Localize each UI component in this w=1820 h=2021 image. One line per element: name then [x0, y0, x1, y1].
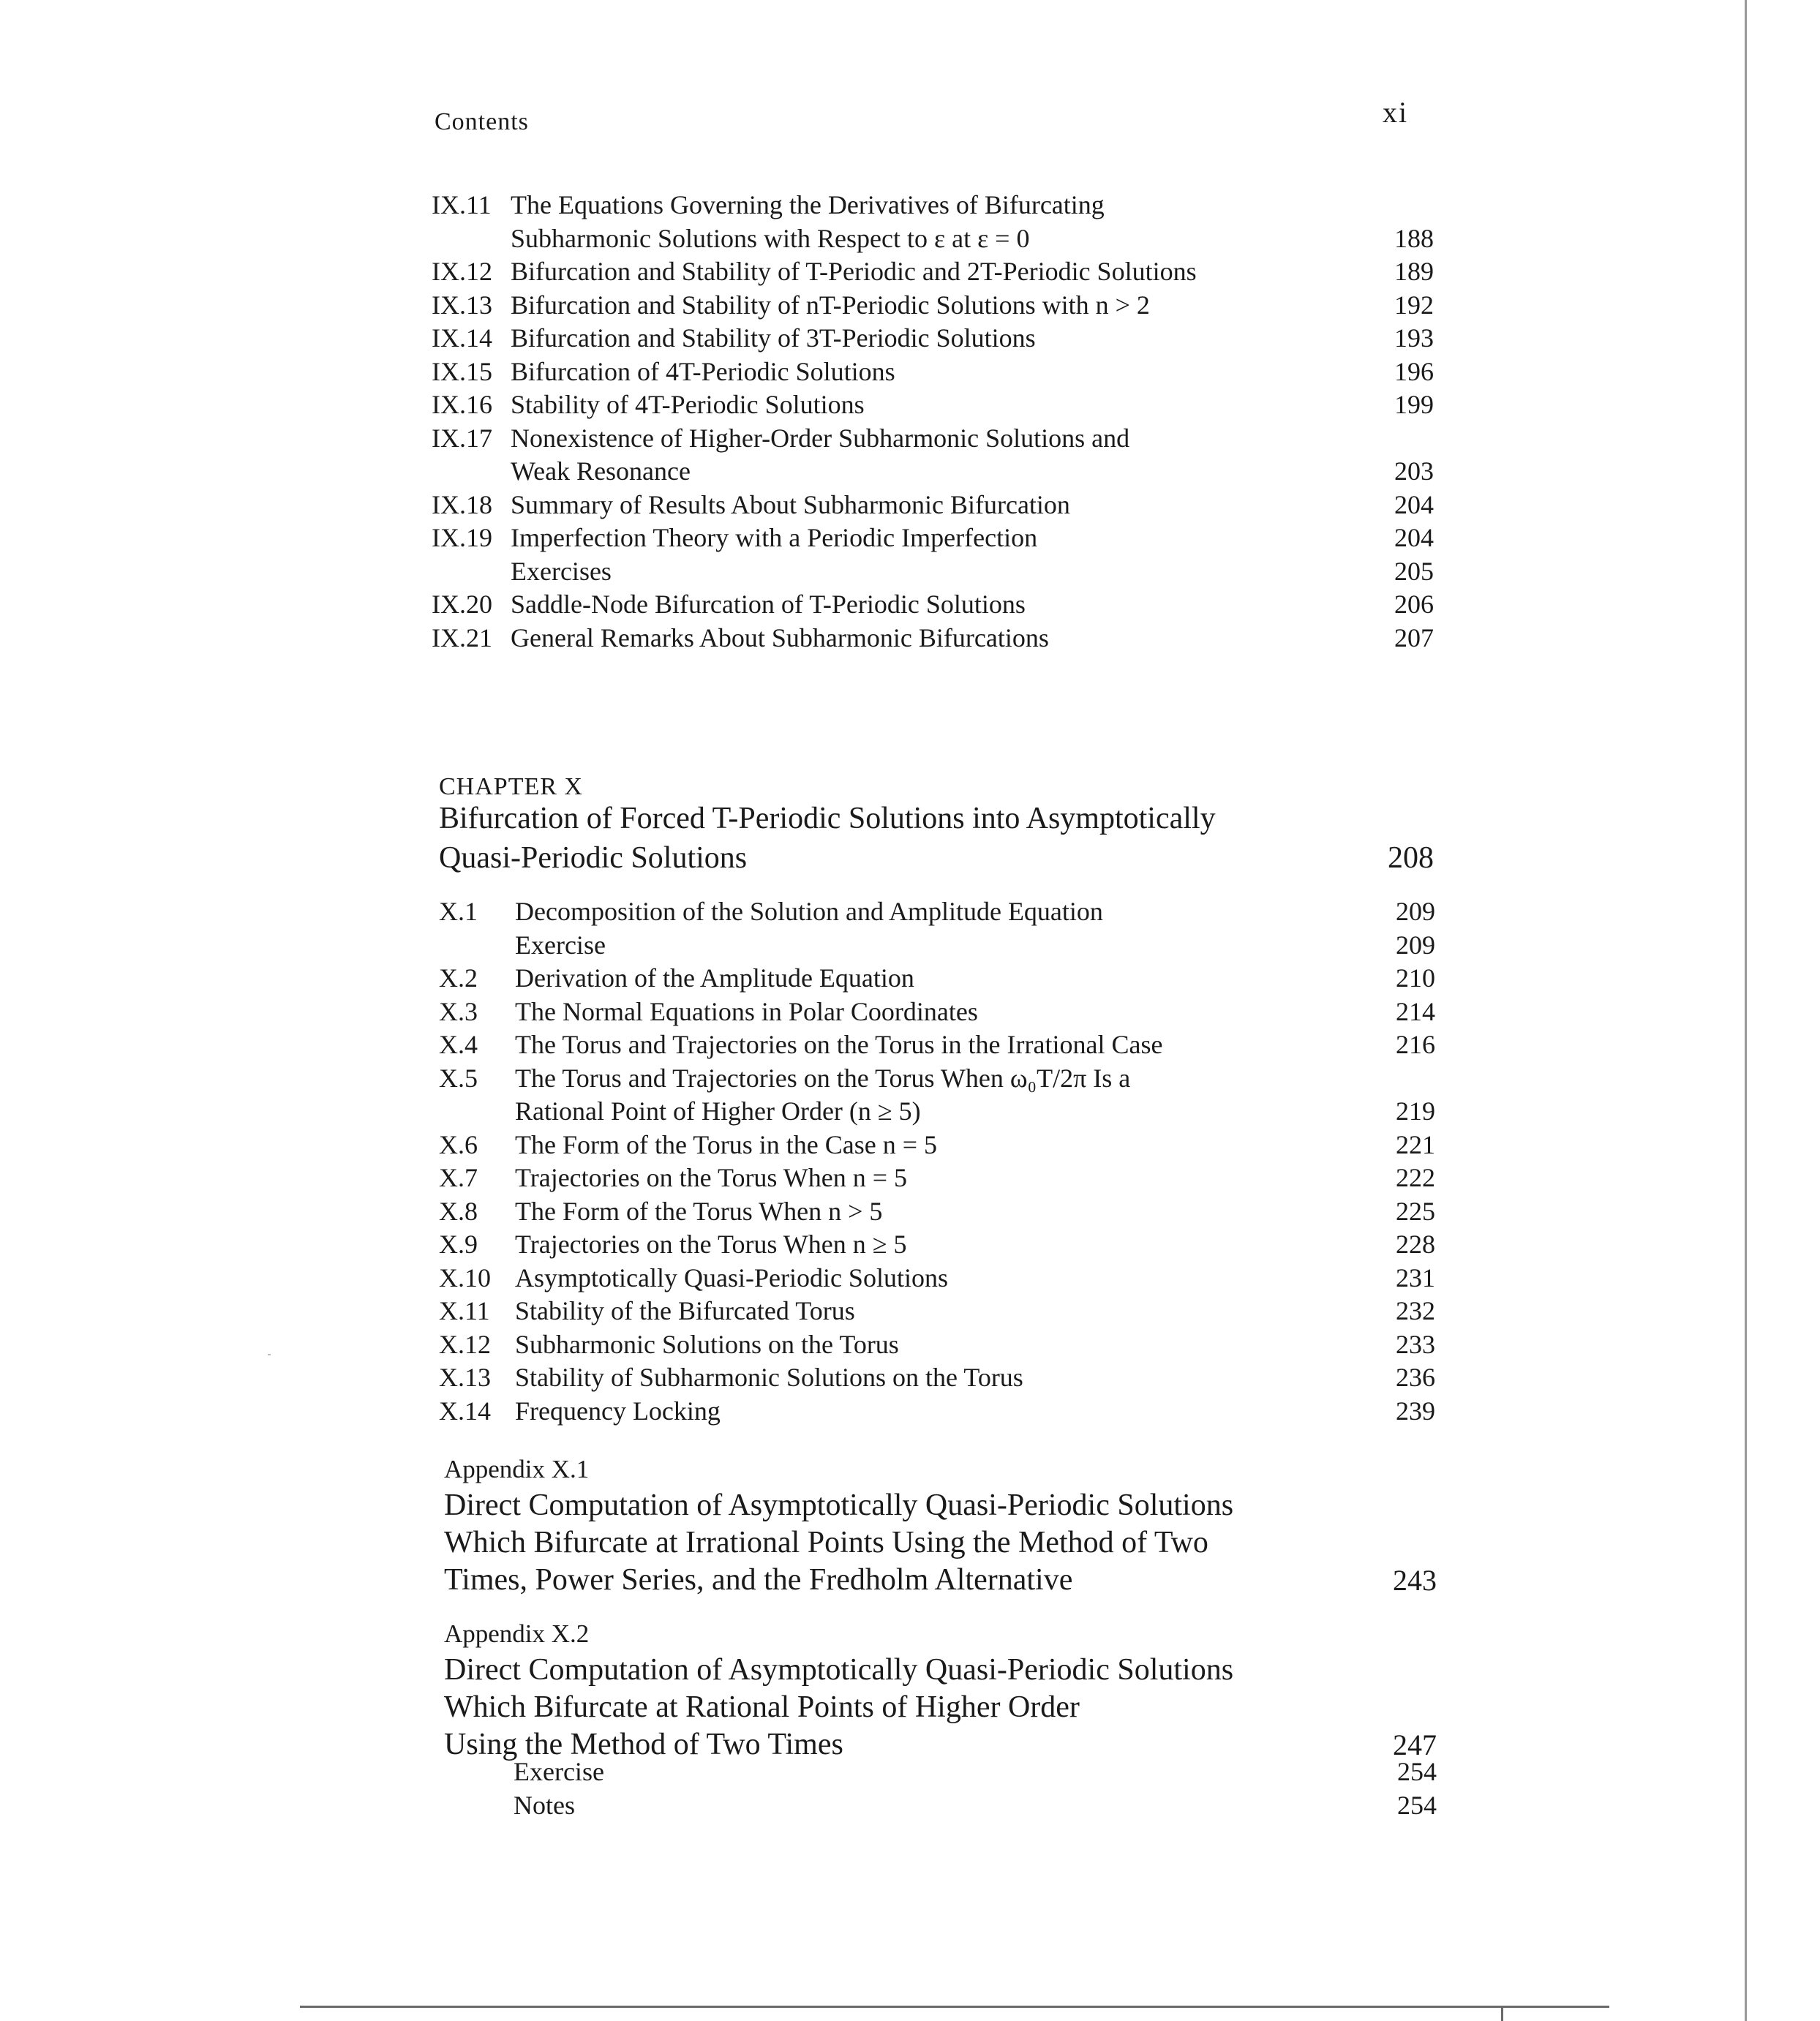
chapter-title — [439, 799, 1434, 878]
toc-entry — [432, 522, 1434, 555]
toc-entry-number: X.12 — [439, 1329, 491, 1359]
toc-entry-number: X.13 — [439, 1363, 491, 1392]
toc-entry-title: Exercise — [514, 1757, 604, 1786]
toc-entry-page: 206 — [1394, 590, 1434, 619]
toc-entry-page: 254 — [1397, 1757, 1437, 1786]
toc-entry — [432, 555, 1434, 589]
toc-entry — [439, 1228, 1435, 1262]
toc-entry-page: 232 — [1396, 1296, 1435, 1325]
appendix-label: Appendix X.1 — [444, 1455, 590, 1483]
toc-entry-title: The Torus and Trajectories on the Torus in the Irrational Case — [515, 1030, 1163, 1059]
running-head: Contents — [435, 108, 529, 135]
toc-entry — [432, 289, 1434, 323]
toc-entry-title: Stability of 4T-Periodic Solutions — [511, 390, 865, 419]
appendix-title-line: Direct Computation of Asymptotically Quasi-Periodic Solutions — [444, 1653, 1234, 1687]
toc-entry-number: IX.11 — [432, 190, 492, 219]
toc-section-x — [439, 895, 1435, 1428]
toc-entry-page: 209 — [1396, 897, 1435, 926]
toc-entry-title: Weak Resonance — [511, 456, 691, 486]
appendix-title-line: Times, Power Series, and the Fredholm Alternative — [444, 1563, 1073, 1597]
toc-entry-page: 219 — [1396, 1096, 1435, 1126]
toc-entry-number: IX.17 — [432, 423, 492, 453]
toc-entry-title: Bifurcation and Stability of T-Periodic and 2T-Periodic Solutions — [511, 257, 1197, 286]
toc-entry-title: Saddle-Node Bifurcation of T-Periodic Solutions — [511, 590, 1026, 619]
toc-entry-number: X.7 — [439, 1163, 478, 1192]
toc-entry-page: 205 — [1394, 556, 1434, 586]
toc-entry — [432, 622, 1434, 655]
toc-entry-title: Subharmonic Solutions with Respect to ε at ε = 0 — [511, 223, 1030, 253]
toc-entry-page: 228 — [1396, 1230, 1435, 1259]
toc-entry — [444, 1755, 1437, 1789]
chapter-title-line: Quasi-Periodic Solutions — [439, 841, 748, 875]
toc-entry-page: 196 — [1394, 356, 1434, 386]
toc-entry — [432, 322, 1434, 355]
toc-entry — [432, 455, 1434, 489]
toc-entry-title: Notes — [514, 1790, 575, 1820]
toc-entry-page: 207 — [1394, 622, 1434, 652]
toc-entry-title: General Remarks About Subharmonic Bifurcations — [511, 622, 1049, 652]
scan-edge-tick — [1501, 2006, 1503, 2021]
toc-entry-number: X.6 — [439, 1129, 478, 1159]
toc-entry-page: 222 — [1396, 1163, 1435, 1192]
appendix-title-line: Direct Computation of Asymptotically Quasi-Periodic Solutions — [444, 1489, 1234, 1522]
toc-entry-page: 189 — [1394, 257, 1434, 286]
toc-entry-page: 193 — [1394, 323, 1434, 353]
appendix-title-line: Which Bifurcate at Irrational Points Using the Method of Two — [444, 1526, 1208, 1559]
toc-entry-page: 204 — [1394, 489, 1434, 519]
toc-entry-page: 236 — [1396, 1363, 1435, 1392]
toc-entry-number: IX.12 — [432, 257, 492, 286]
toc-entry-number: IX.20 — [432, 590, 492, 619]
appendix-title — [444, 1652, 1437, 1764]
toc-entry-number: IX.14 — [432, 323, 492, 353]
toc-entry-number: X.3 — [439, 996, 478, 1026]
toc-entry-title: Frequency Locking — [515, 1396, 721, 1426]
toc-section-ix — [432, 189, 1434, 655]
toc-entry-title: Derivation of the Amplitude Equation — [515, 963, 914, 993]
toc-entry-title: Decomposition of the Solution and Amplitude Equation — [515, 897, 1103, 926]
toc-entry-title: Nonexistence of Higher-Order Subharmonic Solutions and — [511, 423, 1130, 453]
toc-entry-title: Stability of Subharmonic Solutions on the Torus — [515, 1363, 1023, 1392]
page-folio: xi — [1383, 96, 1409, 129]
toc-entry-number: IX.19 — [432, 523, 492, 552]
toc-entry-title: Trajectories on the Torus When n ≥ 5 — [515, 1230, 907, 1259]
scan-speck — [268, 1354, 271, 1355]
toc-entry-number: IX.15 — [432, 356, 492, 386]
chapter-title-line: Bifurcation of Forced T-Periodic Solutions into Asymptotically — [439, 802, 1216, 835]
toc-entry-number: X.9 — [439, 1230, 478, 1259]
toc-entry-number: X.4 — [439, 1030, 478, 1059]
toc-entry — [444, 1789, 1437, 1823]
toc-entry-page: 210 — [1396, 963, 1435, 993]
appendix-title-line: Using the Method of Two Times — [444, 1728, 843, 1761]
toc-entry-title: Imperfection Theory with a Periodic Imperfection — [511, 523, 1038, 552]
toc-entry-title: Bifurcation and Stability of nT-Periodic Solutions with n > 2 — [511, 290, 1150, 320]
toc-entry-title: Bifurcation of 4T-Periodic Solutions — [511, 356, 895, 386]
toc-entry — [439, 1395, 1435, 1429]
toc-entry — [439, 996, 1435, 1029]
chapter-label: CHAPTER X — [439, 773, 583, 800]
toc-entry — [439, 1295, 1435, 1328]
toc-entry — [439, 1328, 1435, 1362]
scan-edge-right — [1745, 0, 1747, 2021]
toc-entry-page: 204 — [1394, 523, 1434, 552]
toc-entry-page: 209 — [1396, 930, 1435, 960]
toc-entry-number: IX.13 — [432, 290, 492, 320]
toc-entry — [432, 489, 1434, 522]
toc-entry-number: IX.16 — [432, 390, 492, 419]
toc-entry — [439, 1361, 1435, 1395]
toc-entry — [432, 355, 1434, 389]
toc-entry-number: IX.18 — [432, 489, 492, 519]
toc-entry — [432, 189, 1434, 222]
toc-entry — [439, 1062, 1435, 1096]
toc-entry-title: The Equations Governing the Derivatives of Bifurcating — [511, 190, 1105, 219]
appendix-title-line: Which Bifurcate at Rational Points of Higher Order — [444, 1690, 1080, 1724]
scan-edge-bottom — [300, 2006, 1609, 2008]
toc-entry-page: 216 — [1396, 1030, 1435, 1059]
toc-entry-title: Exercises — [511, 556, 612, 586]
toc-entry-page: 203 — [1394, 456, 1434, 486]
toc-entry-page: 225 — [1396, 1196, 1435, 1226]
toc-entry — [439, 1162, 1435, 1195]
toc-entry-title: Stability of the Bifurcated Torus — [515, 1296, 855, 1325]
toc-entry-title: Rational Point of Higher Order (n ≥ 5) — [515, 1096, 921, 1126]
toc-entry-number: IX.21 — [432, 622, 492, 652]
appendix-x2 — [444, 1617, 1437, 1764]
appendix-page-number: 243 — [1393, 1564, 1437, 1597]
toc-entry-number: X.11 — [439, 1296, 490, 1325]
toc-entry — [432, 222, 1434, 256]
toc-entry-title: The Form of the Torus in the Case n = 5 — [515, 1129, 938, 1159]
toc-entry-page: 233 — [1396, 1329, 1435, 1359]
appendix-label: Appendix X.2 — [444, 1619, 590, 1648]
toc-entry-page: 239 — [1396, 1396, 1435, 1426]
toc-entry-title: Subharmonic Solutions on the Torus — [515, 1329, 899, 1359]
toc-entry-page: 214 — [1396, 996, 1435, 1026]
toc-entry-page: 231 — [1396, 1262, 1435, 1292]
toc-entry-title: Summary of Results About Subharmonic Bifurcation — [511, 489, 1070, 519]
toc-entry-number: X.8 — [439, 1196, 478, 1226]
toc-entry-number: X.2 — [439, 963, 478, 993]
toc-entry-title: Exercise — [515, 930, 606, 960]
toc-entry-title: Asymptotically Quasi-Periodic Solutions — [515, 1262, 948, 1292]
toc-entry-number: X.10 — [439, 1262, 491, 1292]
toc-entry-title: The Form of the Torus When n > 5 — [515, 1196, 883, 1226]
toc-entry-page: 221 — [1396, 1129, 1435, 1159]
toc-entry — [439, 1195, 1435, 1229]
toc-entry-title: The Torus and Trajectories on the Torus When ω₀T/2π Is a — [515, 1063, 1131, 1093]
toc-entry-page: 254 — [1397, 1790, 1437, 1820]
toc-entry-page: 199 — [1394, 390, 1434, 419]
toc-entry — [439, 1129, 1435, 1162]
toc-entry — [432, 388, 1434, 422]
toc-entry — [439, 929, 1435, 963]
appendix-x1 — [444, 1452, 1437, 1599]
toc-entry-title: The Normal Equations in Polar Coordinates — [515, 996, 978, 1026]
toc-entry — [432, 255, 1434, 289]
appendix-title — [444, 1487, 1437, 1599]
toc-tail-entries — [444, 1755, 1437, 1822]
toc-entry-page: 192 — [1394, 290, 1434, 320]
toc-entry-number: X.1 — [439, 897, 478, 926]
toc-entry — [432, 422, 1434, 456]
toc-entry — [439, 895, 1435, 929]
toc-entry — [439, 1095, 1435, 1129]
toc-entry-title: Trajectories on the Torus When n = 5 — [515, 1163, 908, 1192]
toc-entry — [439, 1028, 1435, 1062]
toc-entry-number: X.14 — [439, 1396, 491, 1426]
toc-entry-title: Bifurcation and Stability of 3T-Periodic Solutions — [511, 323, 1036, 353]
toc-entry-number: X.5 — [439, 1063, 478, 1093]
appendix-page-number: 247 — [1393, 1728, 1437, 1761]
toc-entry-page: 188 — [1394, 223, 1434, 253]
toc-entry — [432, 588, 1434, 622]
chapter-page-number: 208 — [1388, 841, 1434, 875]
toc-entry — [439, 1262, 1435, 1295]
toc-entry — [439, 962, 1435, 996]
